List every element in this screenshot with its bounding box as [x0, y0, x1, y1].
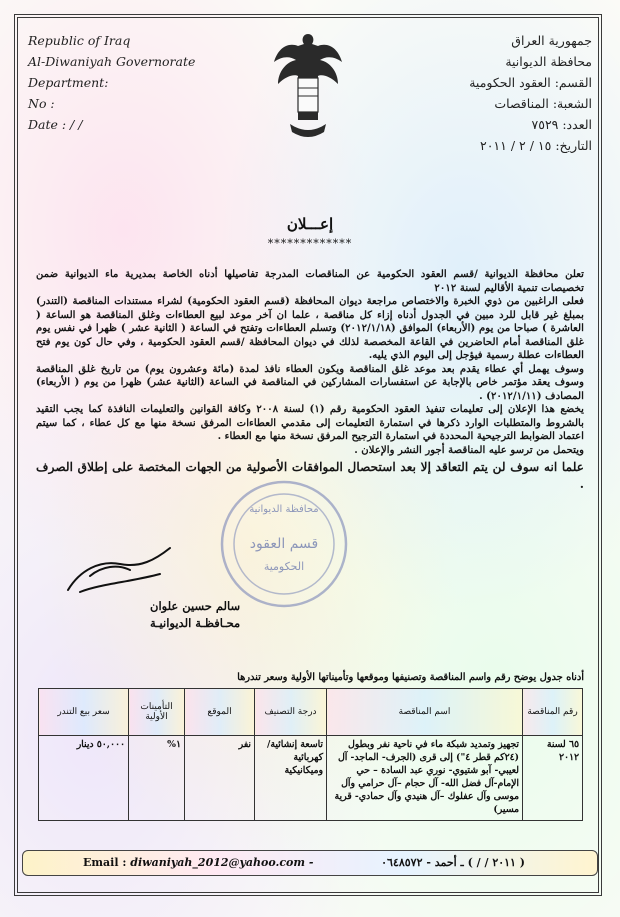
official-stamp	[218, 478, 350, 610]
announcement-title: إعـــلان	[286, 215, 334, 233]
header-ar-department: القسم: العقود الحكومية	[469, 75, 592, 90]
footer-bar	[22, 850, 598, 876]
stamp-text-middle: قسم العقود	[249, 536, 319, 552]
signatory-title: محـافظـة الديوانيـة	[150, 616, 241, 630]
signatory-name: سالم حسين علوان	[150, 599, 241, 613]
cell-price: ٥٠,٠٠٠ دينار	[39, 736, 129, 821]
header-ar-date: التاريخ: ١٥ / ٢ / ٢٠١١	[480, 138, 592, 153]
header-location: الموقع	[185, 689, 255, 736]
stamp-text-bottom: الحكومية	[263, 560, 305, 573]
header-classification: درجة التصنيف	[255, 689, 327, 736]
tender-table	[38, 688, 583, 821]
cell-tender-no: ٦٥ لسنة ٢٠١٢	[523, 736, 583, 821]
iraq-eagle-emblem-icon	[268, 28, 348, 153]
footer-email	[83, 851, 313, 875]
header-english	[28, 30, 195, 135]
header-ar-governorate: محافظة الديوانية	[505, 54, 592, 69]
announcement-body	[36, 268, 584, 493]
cell-location: نفر	[185, 736, 255, 821]
paragraph-costs: ويتحمل من ترسو عليه المناقصة أجور النشر والإعلان .	[354, 443, 584, 456]
paragraph-deadlines: وسوف يهمل أي عطاء يقدم بعد موعد غلق المناقصة ويكون العطاء نافذ لمدة (مائة وعشرون يوم) من تاريخ غلق المناقصة وسوف يعقد مؤتمر خاص بالإجابة عن استفسارات المشاركين في المناقصة في الساعة (الثانية عشر) ظهرا من يوم ( الأربعاء) المصادف (٢٠١٢/١/١١) .	[36, 362, 584, 402]
header-ar-number: العدد: ٧٥٢٩	[531, 117, 592, 132]
header-tender-name: اسم المناقصة	[327, 689, 523, 736]
header-en-country: Republic of Iraq	[28, 33, 131, 48]
footer-arabic-text: ( ٢٠١١ / / ) ـ أحمد - ٠٦٤٨٥٧٢	[381, 856, 525, 869]
signatory-block	[150, 598, 240, 632]
stamp-text-top: محافظة الديوانية	[249, 504, 319, 515]
table-caption: أدناه جدول يوضح رقم واسم المناقصة وتصنيفها وموقعها وتأميناتها الأولية وسعر تندرها	[237, 672, 584, 683]
table-header-row	[39, 689, 583, 736]
email-address[interactable]: diwaniyah_2012@yahoo.com	[130, 856, 306, 869]
paragraph-instructions: فعلى الراغبين من ذوي الخبرة والاختصاص مراجعة ديوان المحافظة (قسم العقود الحكومية) لشراء مستندات المناقصة (التندر) بمبلغ غير قابل للرد مبين في الجدول أدناه إزاء كل مناقصة ، علما ان آخر موعد لبيع العطاءات وغلق المناقصة هو الساعة ( العاشرة ) صباحا من يوم (الأربعاء) الموافق (٢٠١٢/١/١٨) وتسلم العطاءات وتفتح في الساعة ( الثانية عشر ) ظهرا في نفس يوم غلق المناقصة أمام الحاضرين في القاعة المخصصة لذلك في ديوان المحافظة /قسم العقود الحكومية ، وفي حال كون يوم فتح العطاءات عطلة رسمية فيؤجل إلى اليوم الذي يليه.	[36, 295, 584, 361]
paragraph-regulations: يخضع هذا الإعلان إلى تعليمات تنفيذ العقود الحكومية رقم (١) لسنة ٢٠٠٨ وكافة القوانين والتعليمات النافذة كما يجب التقيد بالشروط والمتطلبات الوارد ذكرها في استمارة التعليمات إلى مقدمي العطاءات المرفق نسخة منها مع كل عطاء ، كما سيتم اعتماد الضوابط الترجيحية المحددة في استمارة الترجيح المرفق نسخة منها مع العطاء .	[36, 403, 584, 442]
header-en-number: No :	[28, 96, 55, 111]
email-tail: -	[308, 856, 314, 869]
header-en-date: Date : / /	[28, 117, 83, 132]
email-label: Email :	[83, 856, 127, 869]
cell-tender-name: تجهيز وتمديد شبكة ماء في ناحية نفر وبطول (٢٤كم قطر ٤") إلى قرى (الجرف- الماجد- آل لعيبي- آبو شتيوي- نوري عبد السادة – حي الإمام-آل فضل الله- آل حجام –آل حرامي وآل موسى وآل عفلوك –آل هنيدي وآل حمادي- قرية مسير)	[327, 736, 523, 821]
header-tender-no: رقم المناقصة	[523, 689, 583, 736]
header-insurance: التأمينات الأولية	[129, 689, 185, 736]
table-row	[39, 736, 583, 821]
cell-classification: تاسعة إنشائية/ كهربائية وميكانيكية	[255, 736, 327, 821]
header-ar-country: جمهورية العراق	[511, 33, 592, 48]
header-arabic	[469, 30, 592, 156]
cell-insurance: ١%	[129, 736, 185, 821]
paragraph-intro: تعلن محافظة الديوانية /قسم العقود الحكومية عن المناقصات المدرجة تفاصيلها أدناه الخاصة بمديرية ماء الديوانية ضمن تخصيصات تنمية الأقاليم لسنة ٢٠١٢	[36, 268, 584, 294]
header-en-governorate: Al-Diwaniyah Governorate	[28, 54, 196, 69]
header-en-department: Department:	[28, 75, 109, 90]
paragraph-final-note: علما انه سوف لن يتم التعاقد إلا بعد استحصال الموافقات الأصولية من الجهات المختصة على إطلاق الصرف .	[36, 460, 584, 491]
header-ar-section: الشعبة: المناقصات	[494, 96, 592, 111]
title-stars: *************	[267, 237, 353, 250]
header-price: سعر بيع التندر	[39, 689, 129, 736]
